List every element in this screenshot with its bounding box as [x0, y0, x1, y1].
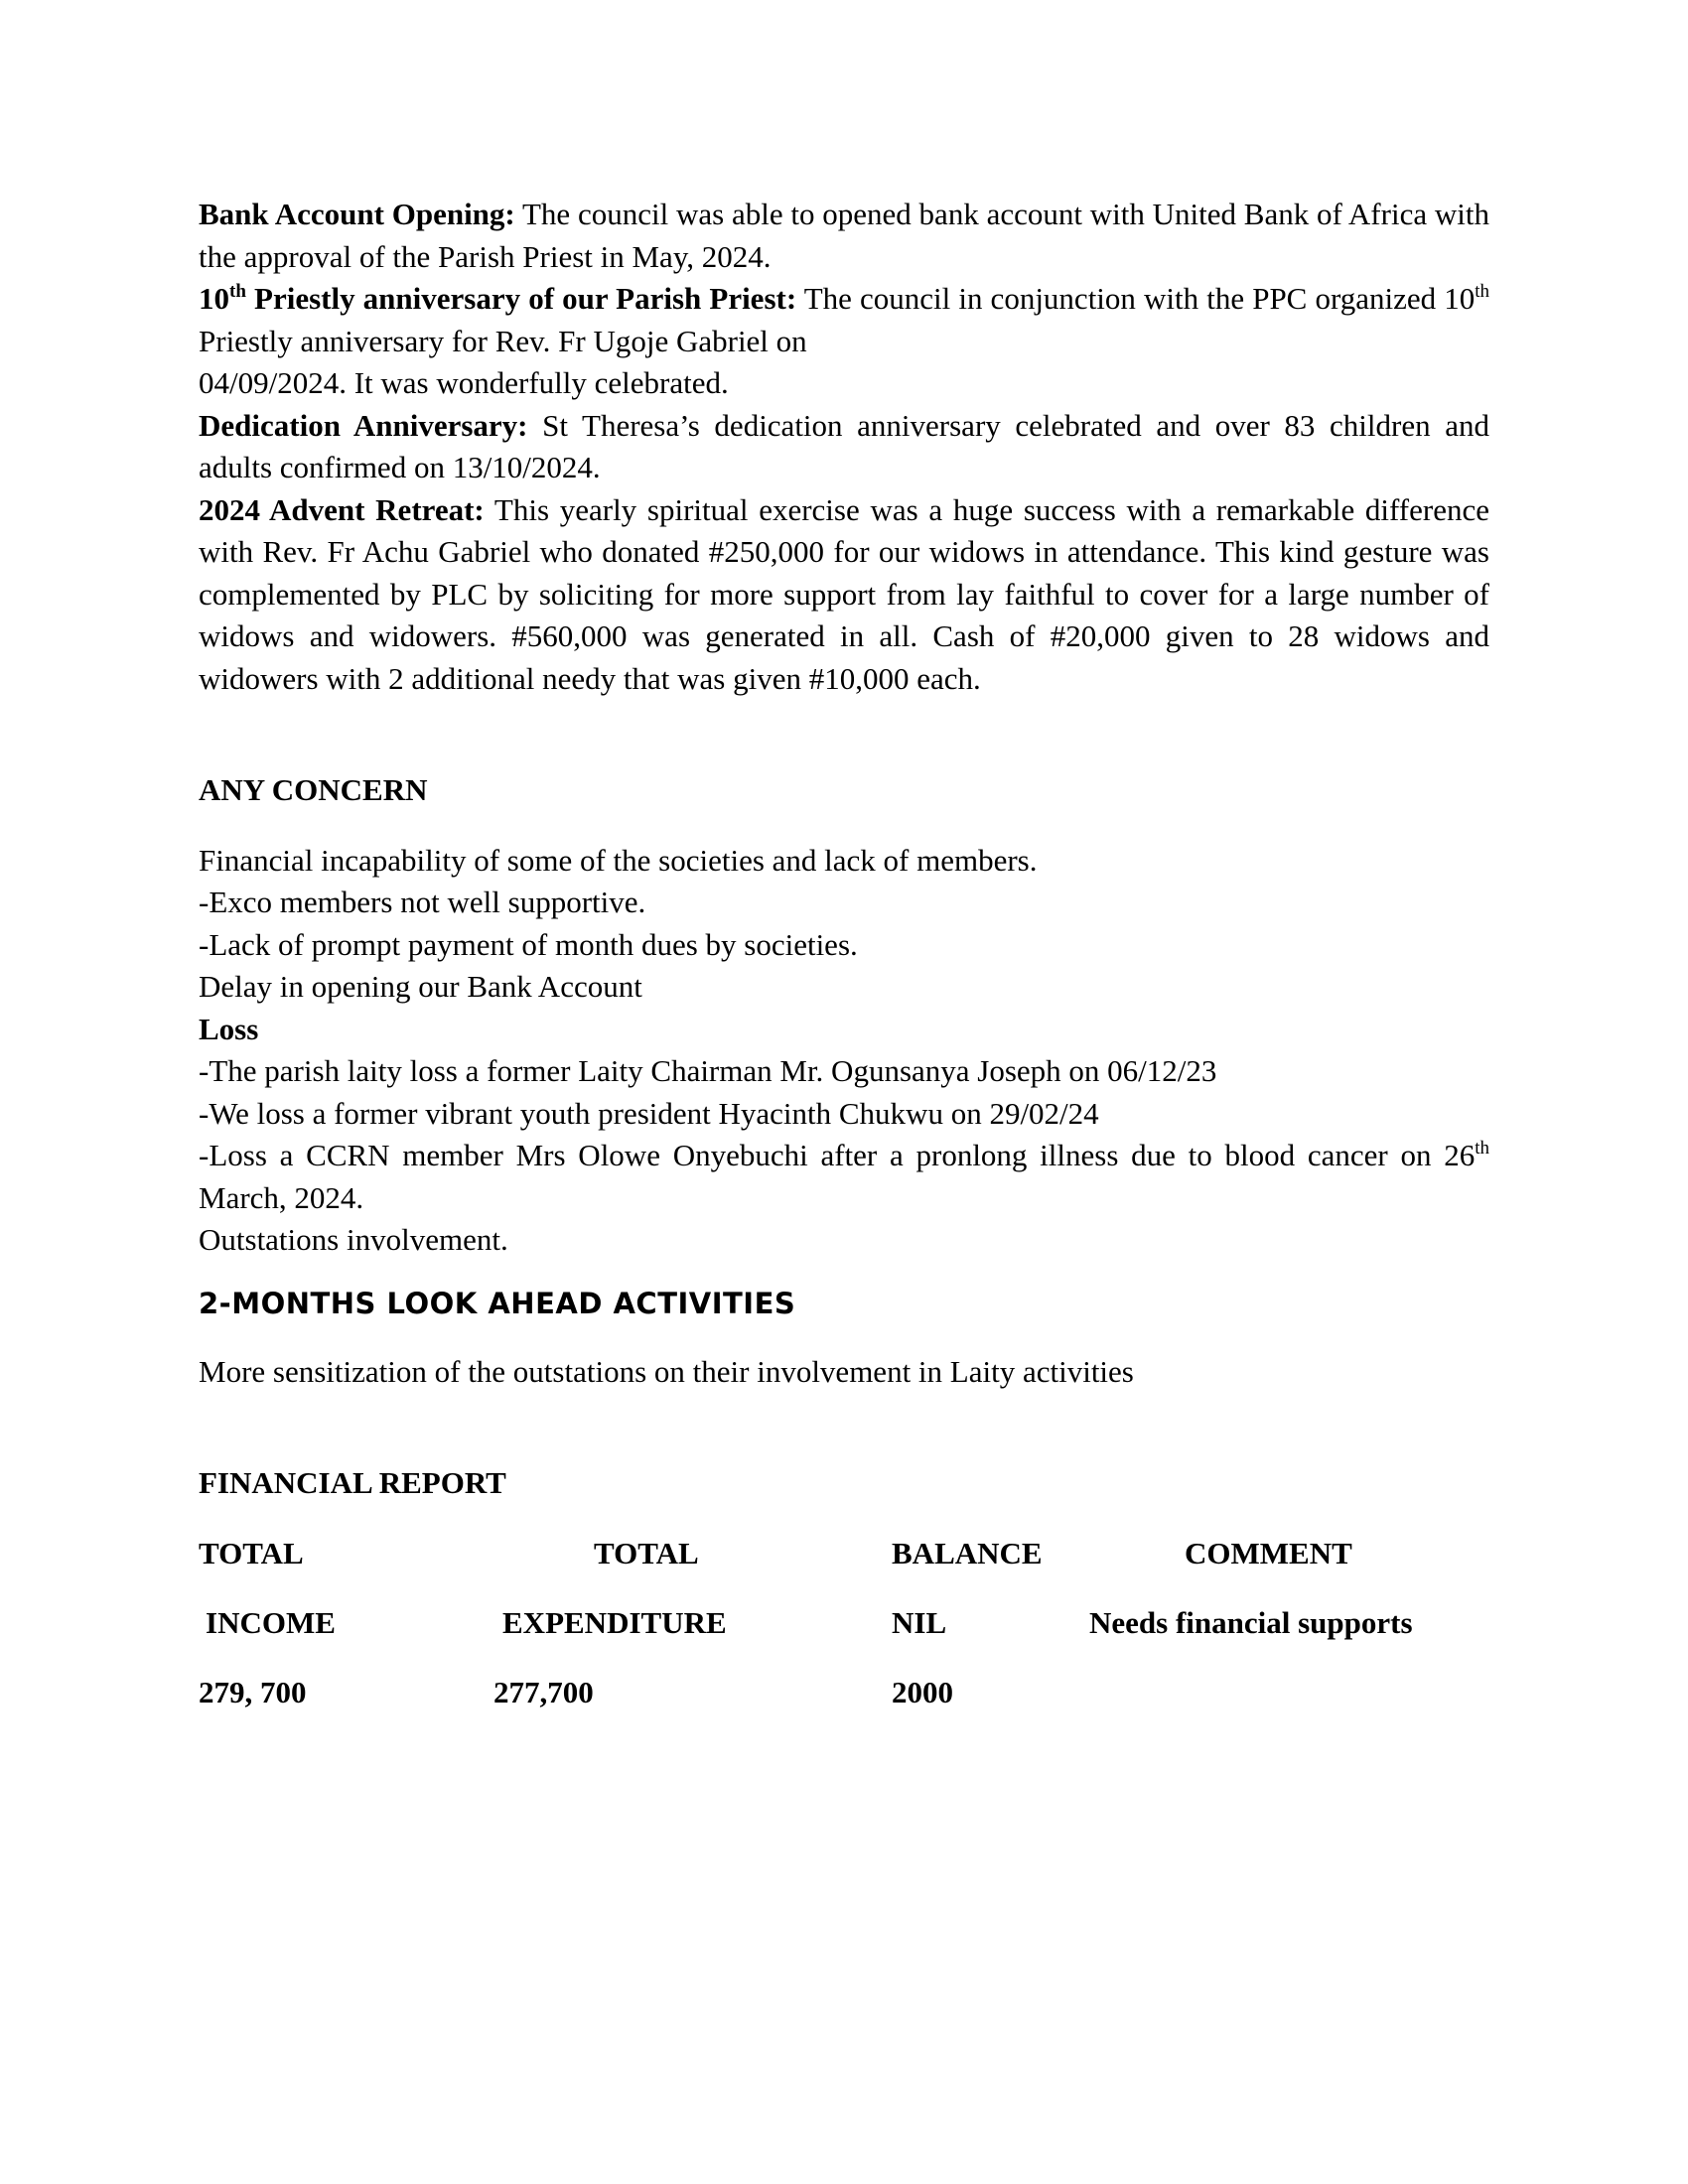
expenditure-value: 277,700: [493, 1674, 594, 1709]
financial-subheader-row: [199, 1602, 1489, 1672]
anniversary-text-b: Priestly anniversary for Rev. Fr Ugoje Gabriel on: [199, 323, 807, 358]
dedication-paragraph: [199, 405, 1489, 489]
loss-ccrn-text-a: -Loss a CCRN member Mrs Olowe Onyebuchi after a pronlong illness due to blood cancer on 26: [199, 1138, 1476, 1172]
bank-account-paragraph: [199, 194, 1489, 278]
loss-heading: Loss: [199, 1011, 259, 1046]
concern-line: -Lack of prompt payment of month dues by societies.: [199, 926, 858, 962]
concern-line: Financial incapability of some of the societies and lack of members.: [199, 842, 1038, 878]
advent-retreat-label: 2024 Advent Retreat:: [199, 491, 485, 527]
bank-account-text: The council was able to opened bank account with United Bank of Africa with the approval of the Parish Priest in May, 2024.: [199, 197, 1489, 274]
anniversary-text-a: The council in conjunction with the PPC organized 10: [796, 281, 1476, 316]
document-page: [199, 194, 1489, 1741]
financial-header-row: [199, 1533, 1489, 1602]
anniversary-label-sup: th: [229, 281, 246, 302]
advent-retreat-text: This yearly spiritual exercise was a huge success with a remarkable difference with Rev. Fr Achu Gabriel who donated #250,000 for our widows in attendance. This kind gesture was complemented by PLC by soliciting for more support from lay faithful to cover for a large number of widows and widowers. #560,000 was generated in all. Cash of #20,000 given to 28 widows and widowers with 2 additional needy that was given #10,000 each.: [199, 491, 1489, 696]
anniversary-label-number: 10: [199, 281, 229, 316]
loss-ccrn-sup: th: [1475, 1138, 1489, 1159]
bank-account-label: Bank Account Opening:: [199, 197, 515, 231]
priestly-anniversary-label: [199, 281, 796, 316]
loss-ccrn-paragraph: [199, 1135, 1489, 1219]
concern-line: -Exco members not well supportive.: [199, 885, 646, 919]
financial-values-row: [199, 1672, 1489, 1741]
balance-header: BALANCE: [892, 1535, 1043, 1570]
dedication-label: Dedication Anniversary:: [199, 407, 528, 443]
outstations-line: Outstations involvement.: [199, 1222, 508, 1257]
comment-value: Needs financial supports: [1089, 1604, 1413, 1640]
any-concern-heading: ANY CONCERN: [199, 772, 428, 807]
priestly-anniversary-paragraph: [199, 278, 1489, 362]
anniversary-date-line: 04/09/2024. It was wonderfully celebrated.: [199, 365, 729, 400]
comment-header: COMMENT: [1185, 1535, 1352, 1570]
financial-report-heading: FINANCIAL REPORT: [199, 1465, 506, 1500]
balance-value: 2000: [892, 1674, 953, 1709]
anniversary-text-sup: th: [1475, 281, 1489, 302]
income-value: 279, 700: [199, 1674, 307, 1709]
expenditure-header: EXPENDITURE: [502, 1604, 727, 1640]
total-income-header: TOTAL: [199, 1535, 304, 1570]
look-ahead-text: More sensitization of the outstations on their involvement in Laity activities: [199, 1353, 1134, 1389]
income-header: INCOME: [206, 1604, 336, 1640]
advent-retreat-paragraph: [199, 489, 1489, 701]
loss-line: -We loss a former vibrant youth president Hyacinth Chukwu on 29/02/24: [199, 1095, 1099, 1131]
balance-nil: NIL: [892, 1604, 947, 1640]
dedication-text: St Theresa’s dedication anniversary celebrated and over 83 children and adults confirmed on 13/10/2024.: [199, 407, 1489, 484]
loss-line: -The parish laity loss a former Laity Chairman Mr. Ogunsanya Joseph on 06/12/23: [199, 1053, 1217, 1088]
total-expenditure-header: TOTAL: [594, 1535, 699, 1570]
loss-ccrn-text-b: March, 2024.: [199, 1179, 364, 1215]
look-ahead-heading: 2-MONTHS LOOK AHEAD ACTIVITIES: [199, 1286, 796, 1320]
concern-line: Delay in opening our Bank Account: [199, 969, 642, 1004]
anniversary-label-rest: Priestly anniversary of our Parish Priest:: [245, 281, 797, 316]
